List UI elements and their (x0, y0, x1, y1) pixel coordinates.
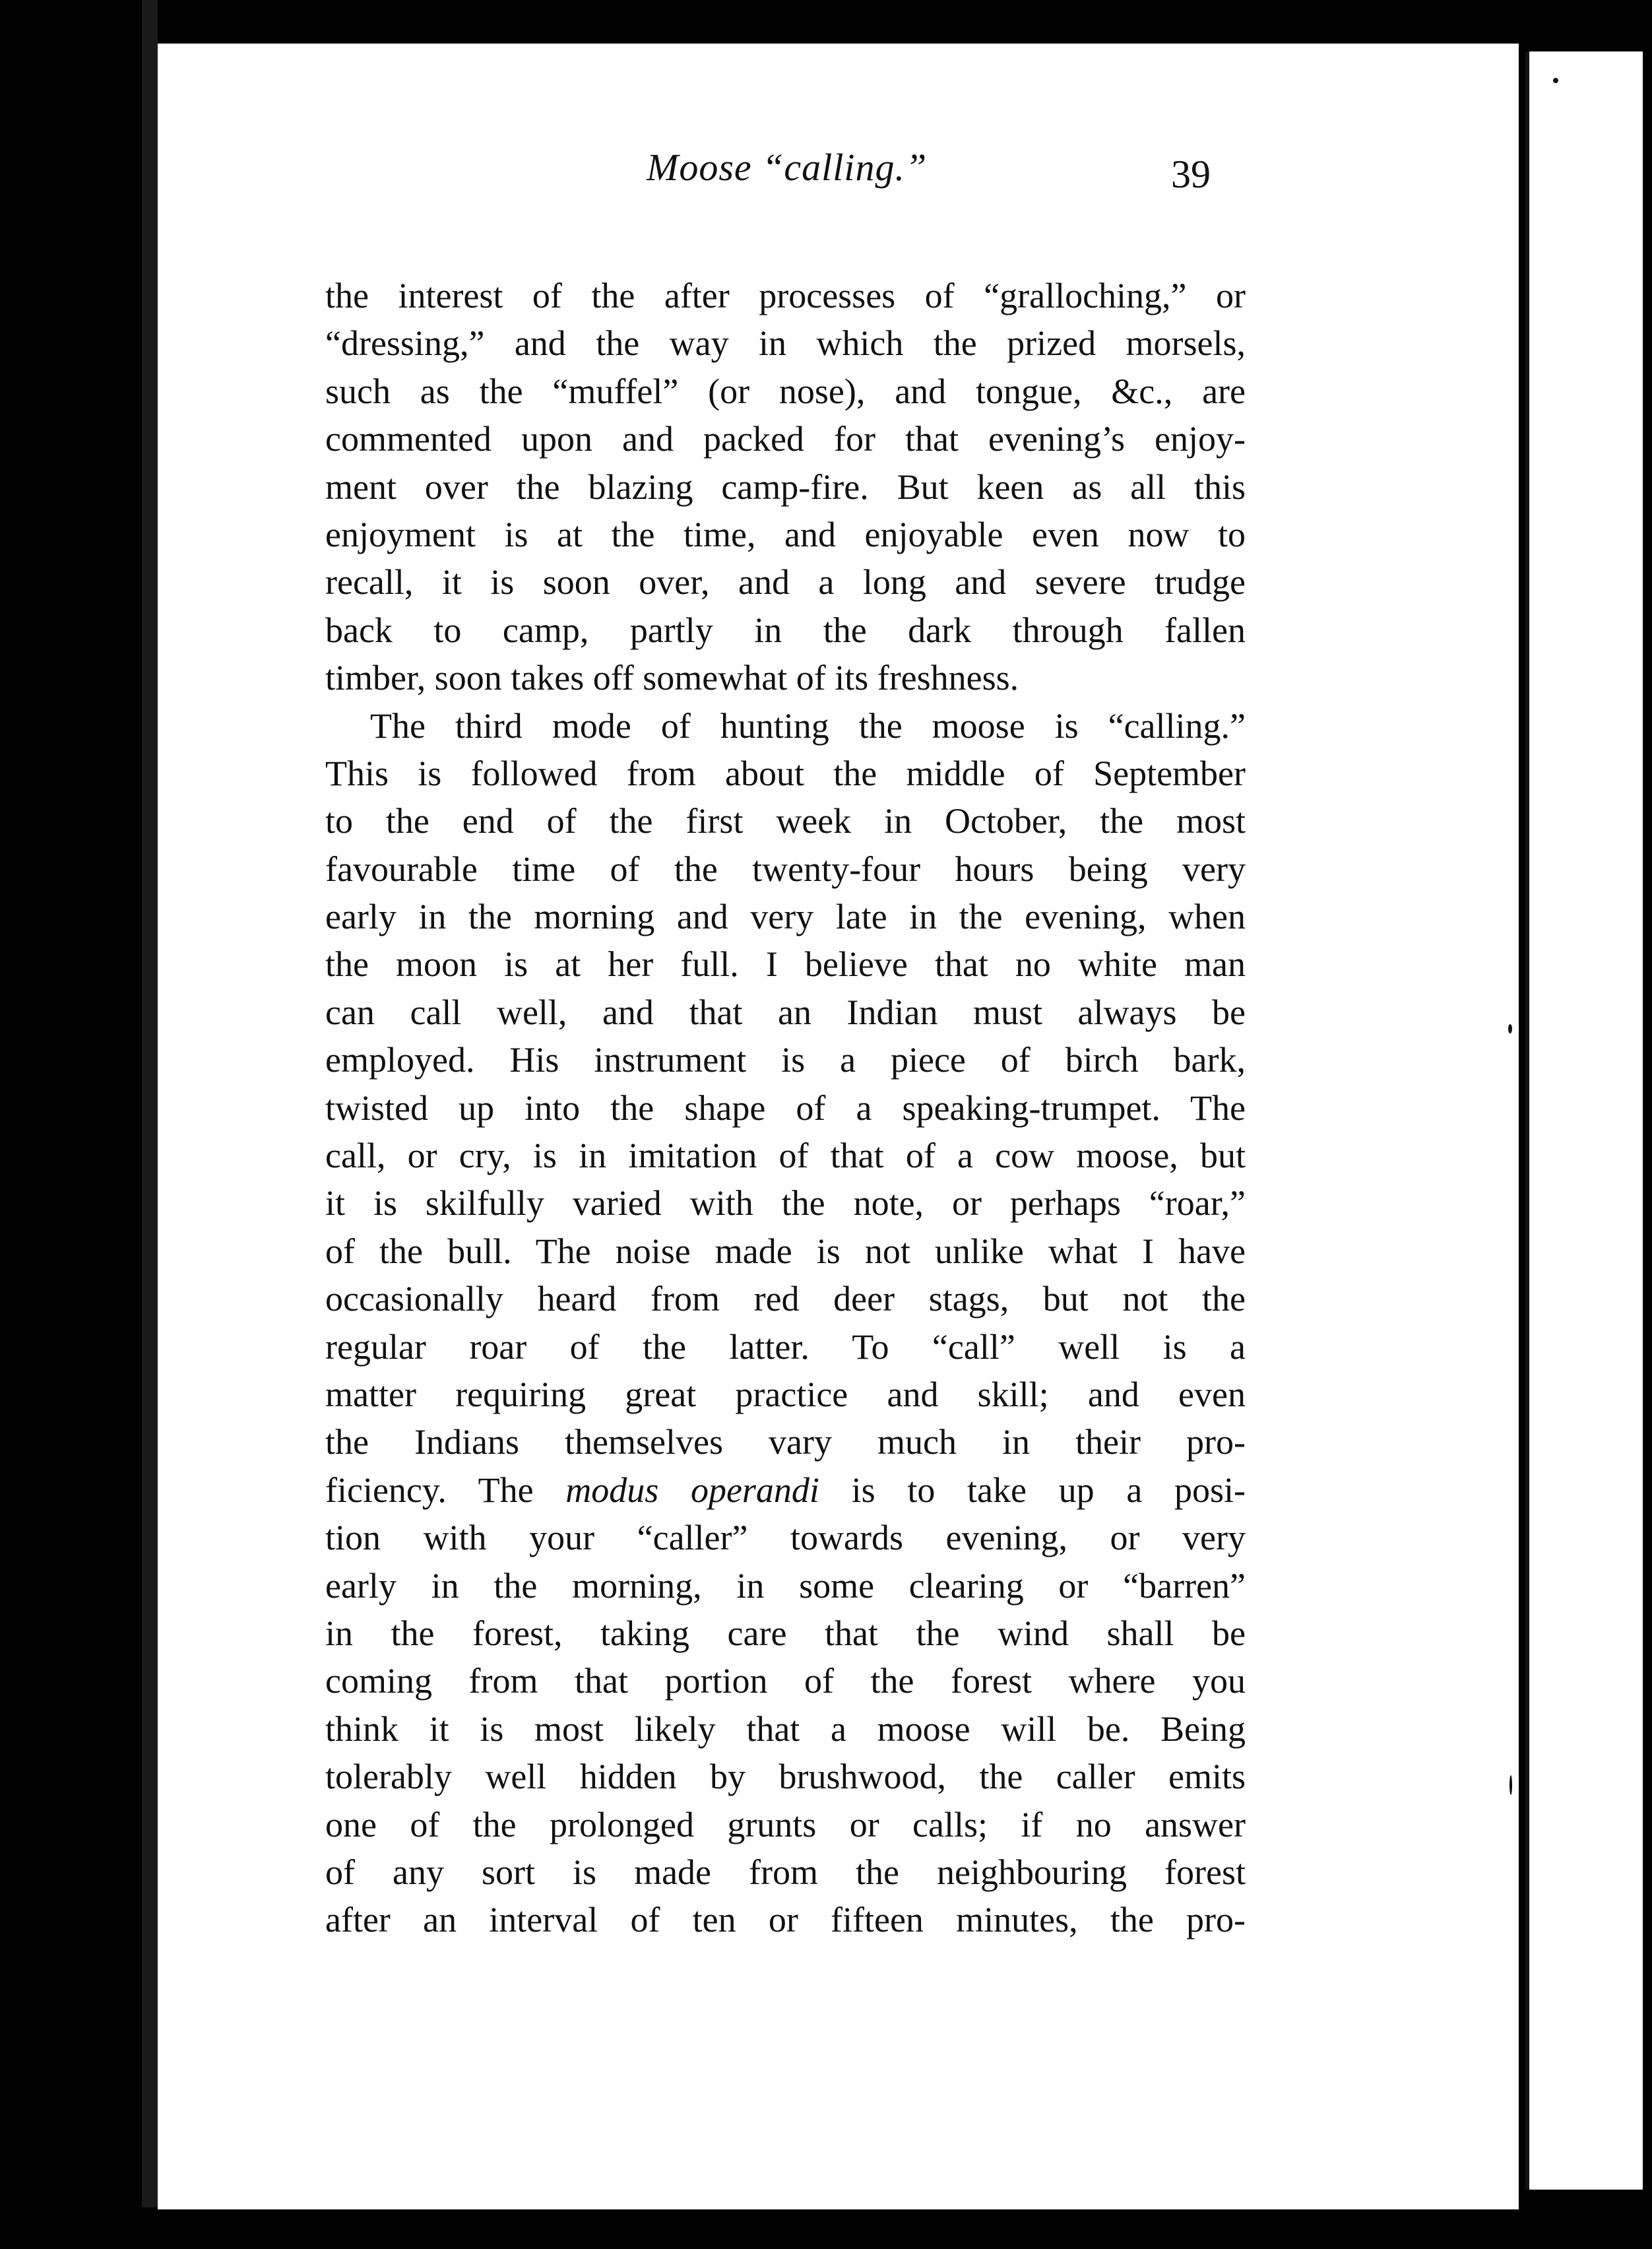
text-line: This is followed from about the middle of September (325, 753, 1246, 793)
text-line: of any sort is made from the neighbouring forest (325, 1852, 1246, 1892)
text-line: of the bull. The noise made is not unlike what I have (325, 1231, 1246, 1271)
page-body (325, 272, 1246, 1944)
text-line: think it is most likely that a moose will be. Being (325, 1709, 1246, 1749)
text-line: call, or cry, is in imitation of that of a cow moose, but (325, 1136, 1246, 1176)
scan-border-top (0, 0, 1652, 46)
text-line: can call well, and that an Indian must always be (325, 992, 1246, 1032)
text-line: recall, it is soon over, and a long and severe trudge (325, 562, 1246, 603)
italic-phrase: modus operandi (565, 1470, 819, 1510)
text-line: one of the prolonged grunts or calls; if no answer (325, 1804, 1246, 1844)
text-line: in the forest, taking care that the wind shall be (325, 1613, 1246, 1653)
text-line: the moon is at her full. I believe that no white man (325, 944, 1246, 985)
text-line: timber, soon takes off somewhat of its freshness. (325, 658, 1019, 698)
text-line: tolerably well hidden by brushwood, the caller emits (325, 1757, 1246, 1797)
text-line: back to camp, partly in the dark through fallen (325, 610, 1246, 650)
text-line: such as the “muffel” (or nose), and tongue, &c., are (325, 371, 1246, 411)
text-line: occasionally heard from red deer stags, but not the (325, 1279, 1246, 1319)
text-line: employed. His instrument is a piece of birch bark, (325, 1040, 1246, 1080)
paragraph-start-line: The third mode of hunting the moose is “calling.” (370, 705, 1246, 746)
book-spine-edge (0, 0, 148, 2249)
text-line: tion with your “caller” towards evening, or very (325, 1518, 1246, 1558)
text-line: early in the morning and very late in the evening, when (325, 897, 1246, 937)
text-line: coming from that portion of the forest where you (325, 1661, 1246, 1701)
running-title: Moose “calling.” (647, 146, 928, 189)
text-line: favourable time of the twenty-four hours being very (325, 849, 1246, 889)
text-line: matter requiring great practice and skill; and even (325, 1374, 1246, 1414)
text-line: the interest of the after processes of “gralloching,” or (325, 276, 1246, 315)
text-line: regular roar of the latter. To “call” well is a (325, 1326, 1246, 1367)
scan-border-bottom (0, 2207, 1652, 2249)
page-number: 39 (1171, 152, 1211, 196)
next-page-edge (1525, 51, 1643, 2190)
text-line: early in the morning, in some clearing or “barren” (325, 1565, 1246, 1606)
text-line: to the end of the first week in October, the most (325, 801, 1246, 841)
text-line: it is skilfully varied with the note, or perhaps “roar,” (325, 1183, 1246, 1223)
text-line: twisted up into the shape of a speaking-trumpet. The (325, 1088, 1246, 1128)
text-line: “dressing,” and the way in which the prized morsels, (325, 323, 1246, 364)
text-line: enjoyment is at the time, and enjoyable even now to (325, 514, 1246, 554)
scan-speck (1553, 78, 1558, 83)
text-line: the Indians themselves vary much in their pro- (325, 1422, 1246, 1462)
text-line: commented upon and packed for that evening’s enjoy- (325, 419, 1246, 459)
book-spine-shadow (142, 0, 158, 2249)
scan-speck (1509, 1775, 1512, 1795)
text-line: ment over the blazing camp-fire. But keen as all this (325, 467, 1246, 507)
scan-speck (1508, 1024, 1512, 1033)
text-line-with-italic (325, 1466, 1246, 1514)
text-line: after an interval of ten or fifteen minutes, the pro- (325, 1900, 1246, 1940)
text-segment: is to take up a posi- (851, 1470, 1246, 1510)
text-segment: ficiency. The (325, 1470, 534, 1510)
